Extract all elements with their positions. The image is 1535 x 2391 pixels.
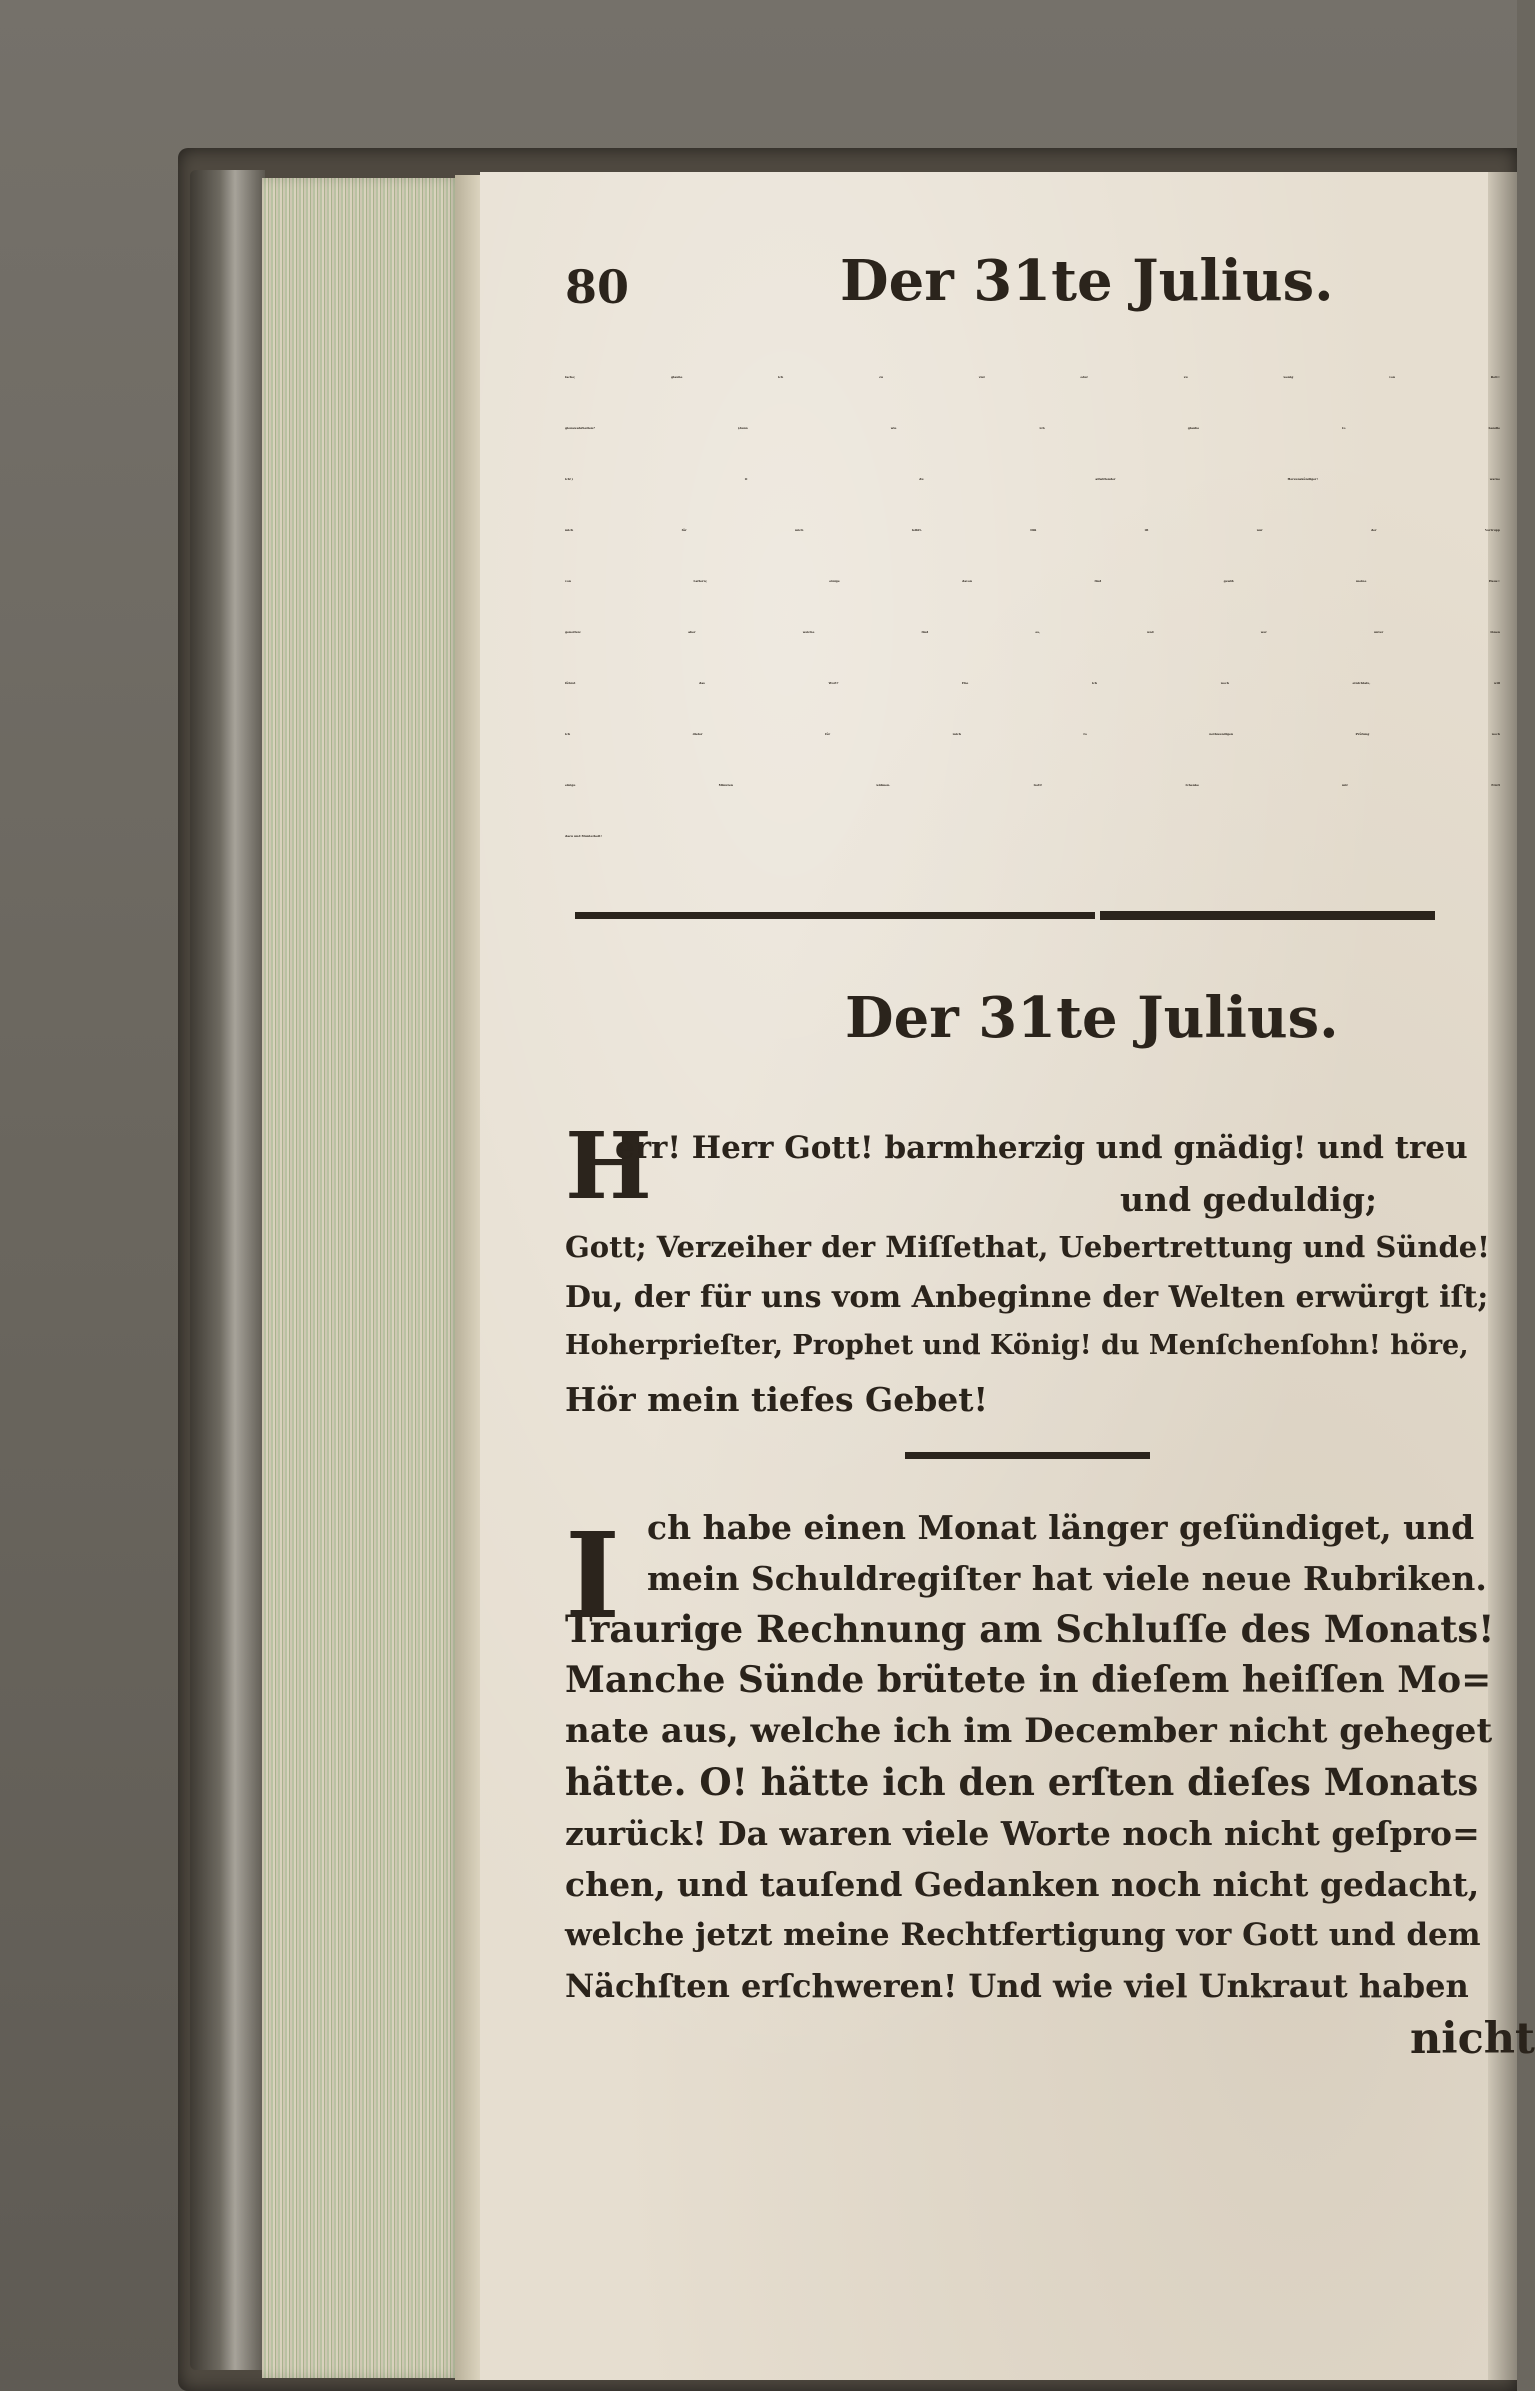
running-head: Der 31te Julius. [840,248,1334,314]
text-line: ich dieſer für mich ſo nothwendigen Prüfung noch [565,732,1500,736]
text-line: hätte. O! hätte ich den erſten dieſes Monats [565,1760,1479,1804]
text-line: zurück! Da waren viele Worte noch nicht geſpro= [565,1814,1480,1853]
short-divider-rule [905,1452,1150,1459]
drop-initial: I [565,1506,621,1645]
text-line: welche jetzt meine Rechtfertigung vor Gott und dem [565,1917,1481,1953]
text-line: ſache; glaube ich zu viel oder zu wenig von Reli= [565,375,1500,379]
rule-segment [1100,911,1435,920]
text-line: von Laſtern; einige davon ſind gewiß meine Haus= [565,579,1500,583]
verse-line: Hör mein tiefes Gebet! [565,1380,989,1419]
text-line: genoſſen: aber welche ſind es, und wer unter ihnen [565,630,1500,634]
paragraph-continued [565,352,1500,862]
text-line: einige Minuten widmen. Gott! ſchenke mir Ernſt [565,783,1500,787]
verse-line: err! Herr Gott! barmherzig und gnädig! und treu [615,1130,1468,1166]
text-line: mich für mich ſelbſt. Diß iſt nur der Vortrupp [565,528,1500,532]
text-line: Nächſten erſchweren! Und wie viel Unkraut haben [565,1967,1469,2005]
verse-line: Gott; Verzeiher der Miſſethat, Uebertrettung und Sünde! [565,1230,1490,1264]
rule-segment [575,912,1095,919]
text-line: mein Schuldregiſter hat viele neue Rubriken. [647,1559,1487,1598]
text-line: nate aus, welche ich im December nicht geheget [565,1711,1493,1751]
page-number: 80 [565,260,630,314]
text-line: führet das Wort? Ehe ich noch einſchlafe, will [565,681,1500,685]
page-stack-edges [262,178,462,2378]
section-divider-rule [575,907,1435,925]
text-line: dazu und Munterkeit! [565,834,602,838]
text-line: gionswahrheiten? (denn wie ich glaube ſo handle [565,426,1500,430]
section-heading: Der 31te Julius. [845,985,1339,1051]
verse-line: Du, der für uns vom Anbeginne der Welten erwürgt iſt; [565,1280,1489,1315]
text-line: ch habe einen Monat länger geſündiget, und [647,1508,1475,1547]
catchword: nicht [1410,2014,1535,2064]
text-line: chen, und tauſend Gedanken noch nicht gedacht, [565,1865,1480,1904]
verse-line: und geduldig; [1120,1180,1378,1219]
drop-initial: H [565,1112,652,1220]
book-cover-edge [190,170,265,2370]
text-line: ich!) O du allwiſſender Herzenskündiger! warne [565,477,1500,481]
verse-line: Hoherprieſter, Prophet und König! du Menſchenſohn! höre, [565,1330,1469,1361]
text-line: Traurige Rechnung am Schluſſe des Monats! [565,1607,1495,1651]
text-line: Manche Sünde brütete in dieſem heiſſen Mo= [565,1659,1492,1701]
